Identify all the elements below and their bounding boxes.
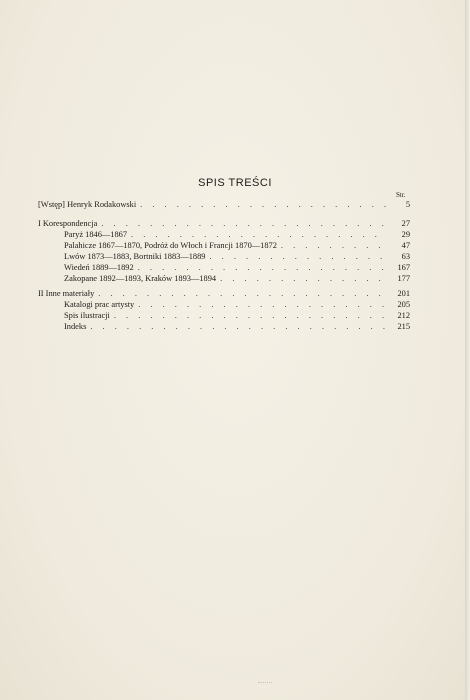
toc-entry-correspondence [38, 218, 410, 229]
toc-entry-label: I Korespondencja [38, 219, 98, 228]
toc-entry-page: 167 [397, 263, 410, 272]
toc-entry-illustrations [38, 310, 410, 321]
toc-entry-label: Zakopane 1892—1893, Kraków 1893—1894 [64, 274, 217, 283]
dot-leader [138, 299, 386, 310]
toc-entry-label: II Inne materiały [38, 289, 95, 298]
toc-entry-lwow [38, 251, 410, 262]
dot-leader [98, 288, 386, 299]
toc-entry-index [38, 321, 410, 332]
toc-entry-paris [38, 229, 410, 240]
toc-entry-page: 205 [397, 300, 410, 309]
toc-entry-other-materials [38, 288, 410, 299]
toc-entry-page: 177 [397, 274, 410, 283]
toc-entry-zakopane [38, 273, 410, 284]
print-mark [258, 682, 272, 686]
toc-entry-page: 201 [397, 289, 410, 298]
toc-entry-page: 63 [401, 252, 410, 261]
dot-leader [281, 240, 386, 251]
page-edge-shadow [465, 0, 470, 700]
toc-entry-page: 47 [401, 241, 410, 250]
dot-leader [101, 218, 386, 229]
dot-leader [220, 273, 386, 284]
table-of-contents [38, 199, 410, 332]
toc-entry-page: 215 [397, 322, 410, 331]
toc-entry-introduction [38, 199, 410, 210]
toc-entry-page: 29 [401, 230, 410, 239]
toc-entry-page: 27 [401, 219, 410, 228]
toc-entry-label: Indeks [64, 322, 87, 331]
toc-entry-page: 5 [405, 200, 410, 209]
toc-title: SPIS TREŚCI [198, 177, 272, 189]
toc-entry-label: Lwów 1873—1883, Bortniki 1883—1889 [64, 252, 206, 261]
toc-entry-palahicze [38, 240, 410, 251]
dot-leader [138, 262, 386, 273]
toc-entry-label: Spis ilustracji [64, 311, 110, 320]
toc-entry-label: Katalogi prac artysty [64, 300, 135, 309]
page-column-header: Str. [396, 191, 406, 199]
toc-entry-catalogues [38, 299, 410, 310]
dot-leader [131, 229, 386, 240]
dot-leader [140, 199, 386, 210]
dot-leader [209, 251, 386, 262]
toc-entry-wieden [38, 262, 410, 273]
dot-leader [114, 310, 386, 321]
dot-leader [90, 321, 386, 332]
toc-entry-page: 212 [397, 311, 410, 320]
toc-entry-label: Wiedeń 1889—1892 [64, 263, 134, 272]
toc-entry-label: Paryż 1846—1867 [64, 230, 128, 239]
toc-entry-label: [Wstęp] Henryk Rodakowski [38, 200, 137, 209]
toc-entry-label: Palahicze 1867—1870, Podróż do Włoch i Francji 1870—1872 [64, 241, 277, 250]
